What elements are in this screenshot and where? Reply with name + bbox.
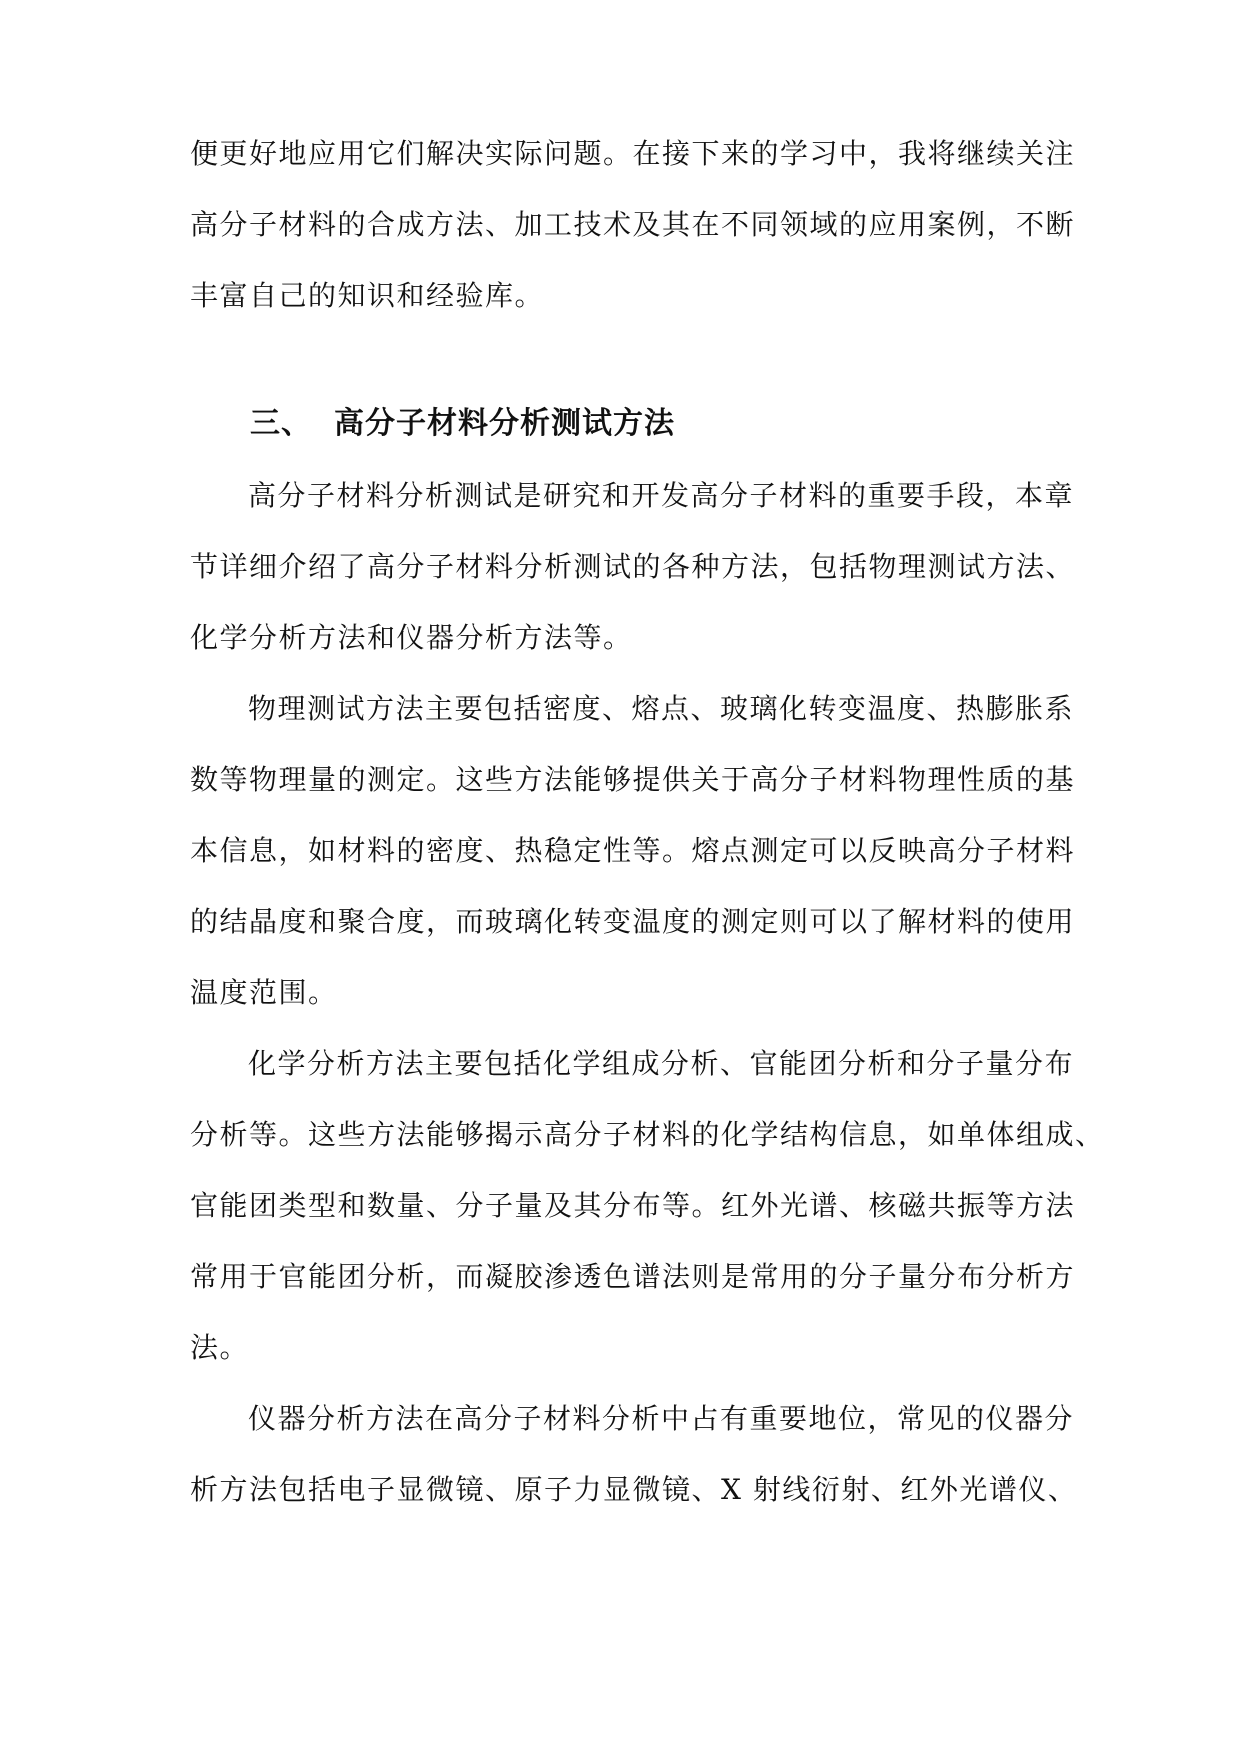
section-heading <box>250 404 675 444</box>
para1-line-1: 高分子材料分析测试是研究和开发高分子材料的重要手段，本章 <box>248 479 1075 512</box>
para3-line-4: 常用于官能团分析，而凝胶渗透色谱法则是常用的分子量分布分析方 <box>190 1260 1076 1293</box>
carryover-line-1: 便更好地应用它们解决实际问题。在接下来的学习中，我将继续关注 <box>190 137 1076 170</box>
section-title: 高分子材料分析测试方法 <box>334 406 675 441</box>
para2-line-4: 的结晶度和聚合度，而玻璃化转变温度的测定则可以了解材料的使用 <box>190 905 1076 938</box>
para1-line-3: 化学分析方法和仪器分析方法等。 <box>190 621 633 654</box>
para2-line-2: 数等物理量的测定。这些方法能够提供关于高分子材料物理性质的基 <box>190 763 1076 796</box>
para2-line-5: 温度范围。 <box>190 976 338 1009</box>
para2-line-3: 本信息，如材料的密度、热稳定性等。熔点测定可以反映高分子材料 <box>190 834 1076 867</box>
para1-line-2: 节详细介绍了高分子材料分析测试的各种方法，包括物理测试方法、 <box>190 550 1076 583</box>
para3-line-5: 法。 <box>190 1331 250 1364</box>
para4-line-2: 析方法包括电子显微镜、原子力显微镜、X 射线衍射、红外光谱仪、 <box>190 1473 1078 1506</box>
para4-line-1: 仪器分析方法在高分子材料分析中占有重要地位，常见的仪器分 <box>248 1402 1075 1435</box>
para2-line-1: 物理测试方法主要包括密度、熔点、玻璃化转变温度、热膨胀系 <box>248 692 1075 725</box>
section-number: 三、 <box>250 406 312 441</box>
para3-line-3: 官能团类型和数量、分子量及其分布等。红外光谱、核磁共振等方法 <box>190 1189 1076 1222</box>
para3-line-1: 化学分析方法主要包括化学组成分析、官能团分析和分子量分布 <box>248 1047 1075 1080</box>
para3-line-2: 分析等。这些方法能够揭示高分子材料的化学结构信息，如单体组成、 <box>190 1118 1105 1151</box>
carryover-line-3: 丰富自己的知识和经验库。 <box>190 279 545 312</box>
carryover-line-2: 高分子材料的合成方法、加工技术及其在不同领域的应用案例，不断 <box>190 208 1076 241</box>
